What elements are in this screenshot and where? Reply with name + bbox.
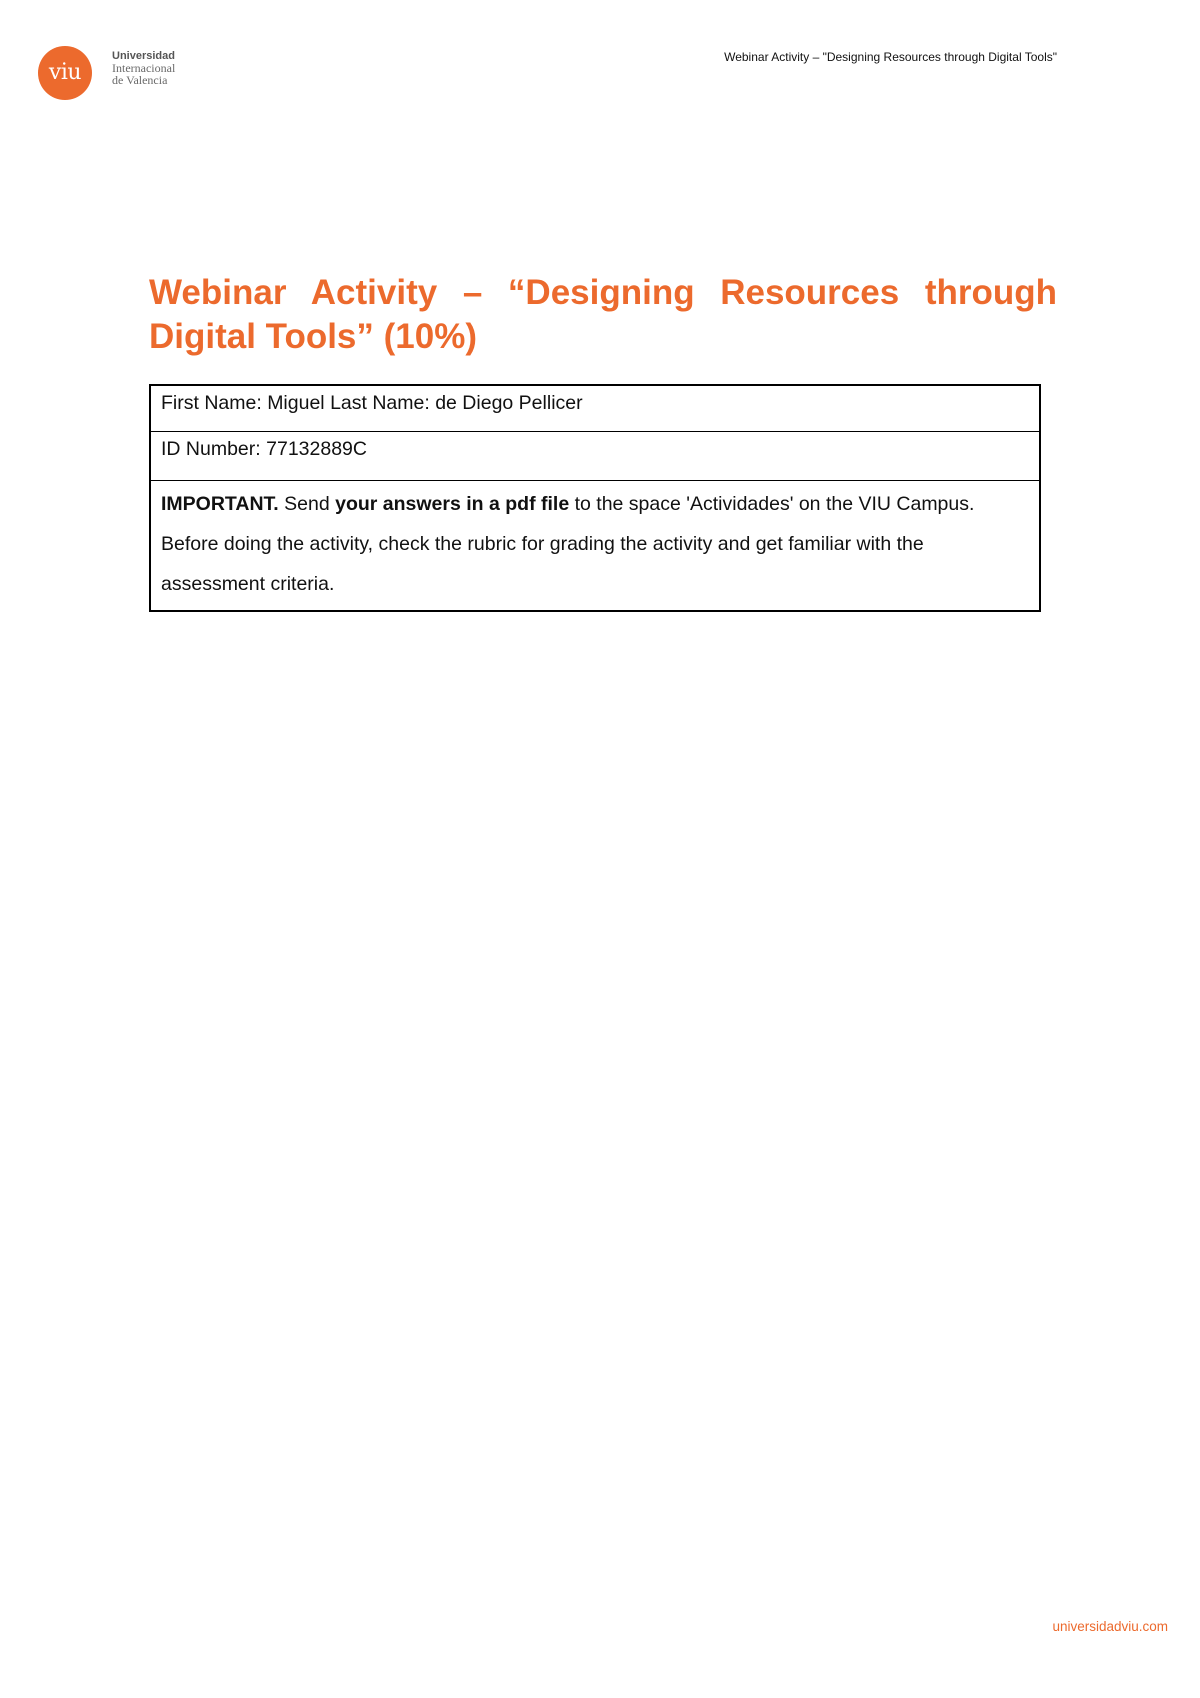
logo-wordmark: [112, 50, 212, 86]
last-name-value: de Diego Pellicer: [435, 392, 583, 414]
running-header: Webinar Activity – "Designing Resources through Digital Tools": [724, 50, 1057, 64]
first-name-value: Miguel: [267, 392, 325, 414]
first-name-label: First Name:: [161, 392, 262, 414]
important-label: IMPORTANT.: [161, 493, 279, 515]
logo-mark: viu: [38, 46, 92, 100]
id-label: ID Number:: [161, 438, 261, 460]
logo-line-universidad: Universidad: [112, 50, 175, 62]
logo-line-internacional: Internacional: [112, 61, 176, 75]
id-row: [151, 432, 1039, 481]
important-notice: [151, 481, 1039, 610]
footer-url: universidadviu.com: [1052, 1619, 1168, 1634]
last-name-label: Last Name:: [330, 392, 430, 414]
important-text-start: Send: [284, 493, 330, 515]
name-row: [151, 386, 1039, 432]
university-logo: [38, 42, 198, 100]
document-title: Webinar Activity – “Designing Resources through Digital Tools” (10%): [149, 273, 1057, 356]
important-text-end: to the space 'Actividades' on the VIU Campus. Before doing the activity, check the rubric for grading the activity and get familiar with the assessment criteria.: [161, 493, 975, 595]
important-bold-text: your answers in a pdf file: [335, 493, 570, 515]
student-info-table: [149, 384, 1041, 612]
logo-line-valencia: de Valencia: [112, 73, 168, 87]
id-value: 77132889C: [266, 438, 367, 460]
